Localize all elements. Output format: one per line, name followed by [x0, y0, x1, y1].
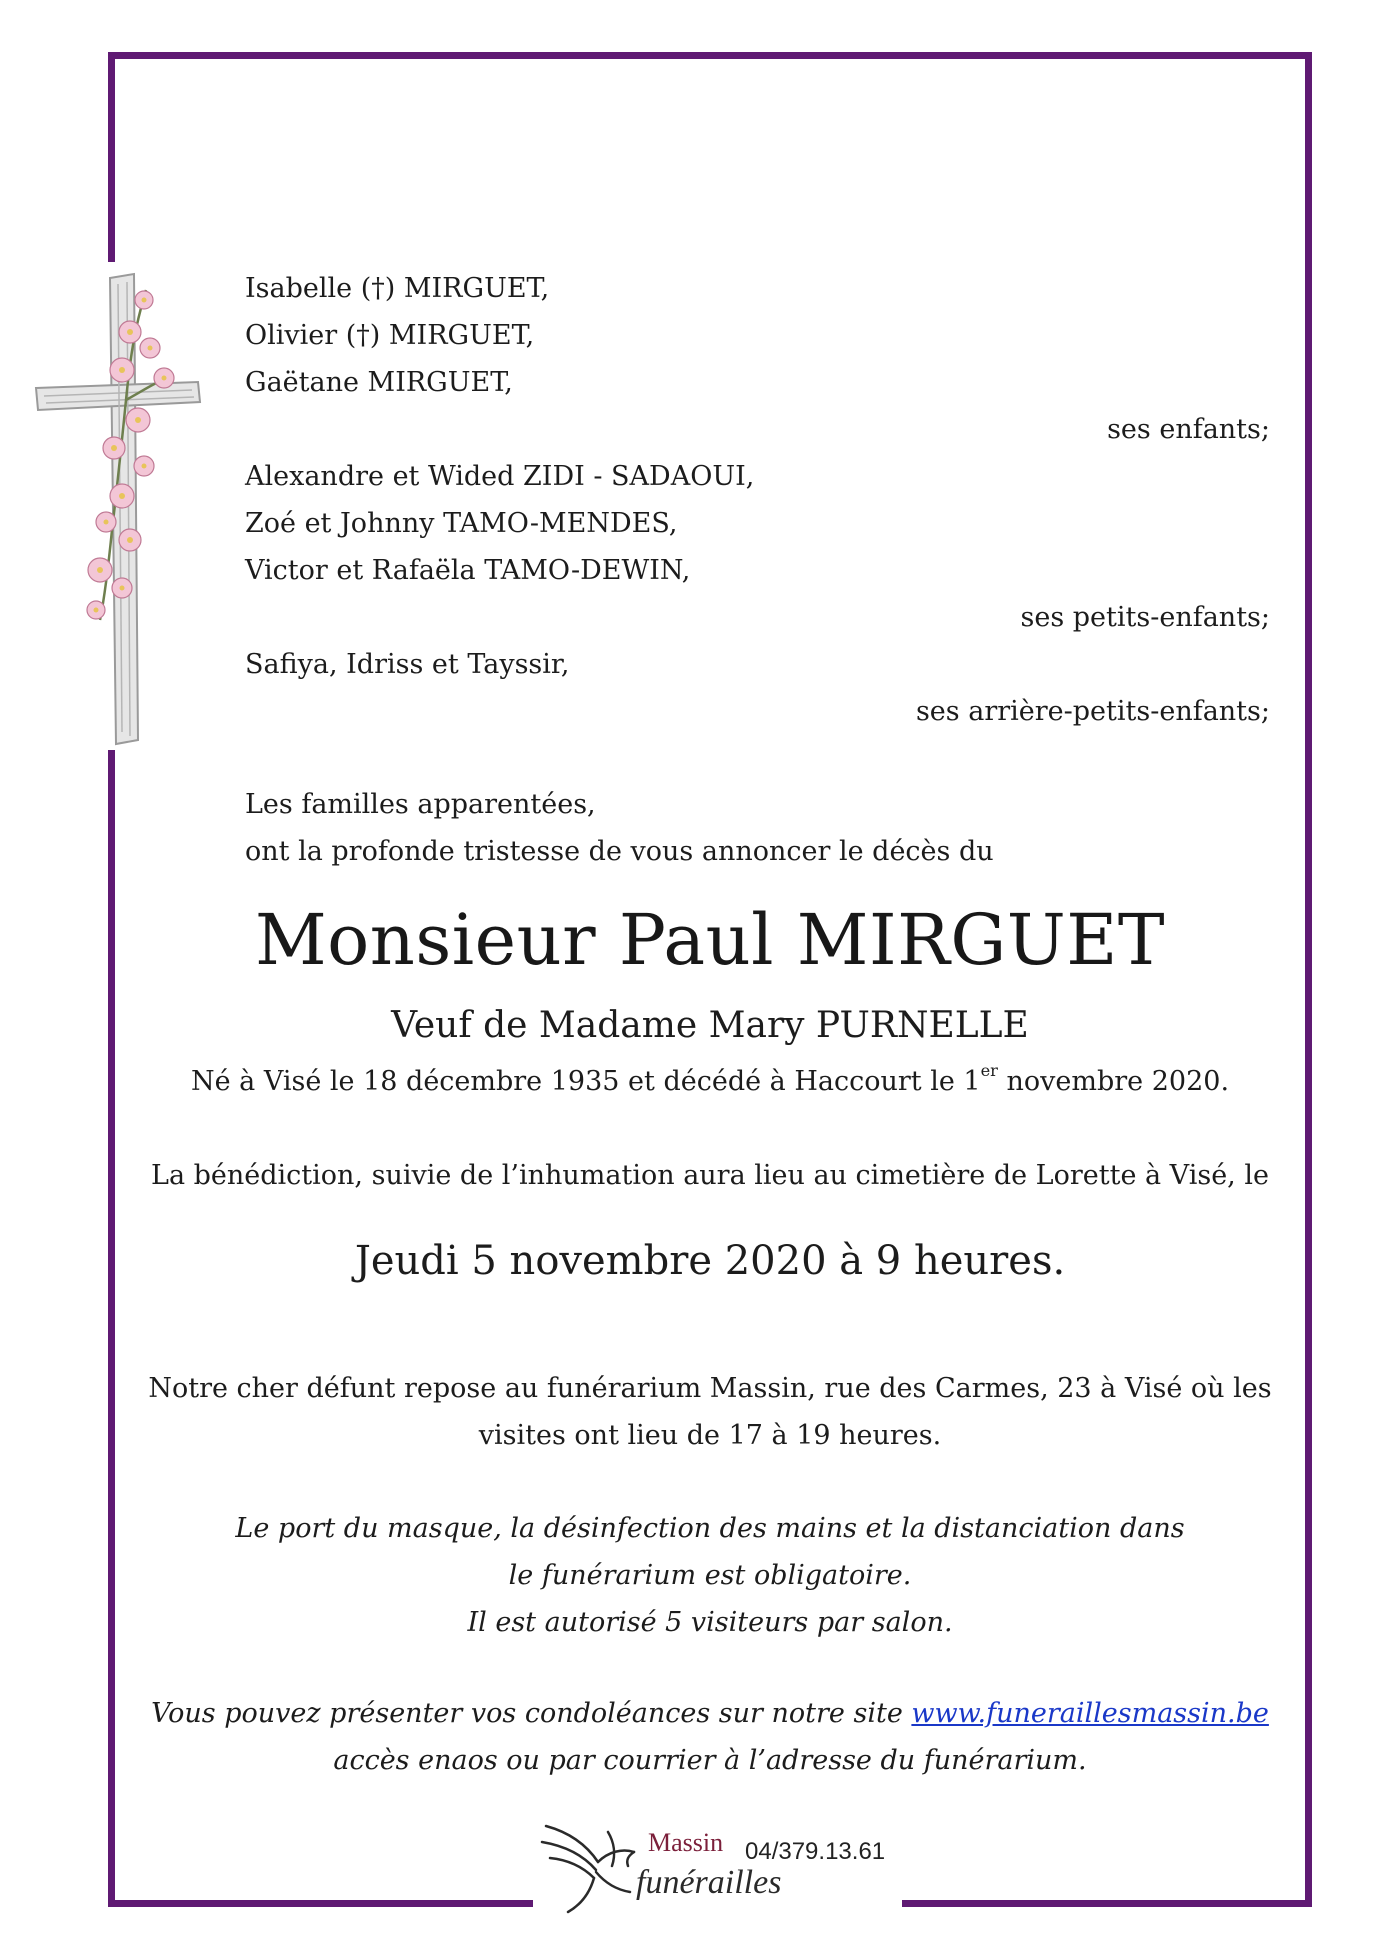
child-name: Olivier (†) MIRGUET,	[245, 320, 535, 351]
announcement-text: ont la profonde tristesse de vous annoncer le décès du	[245, 836, 994, 867]
ceremony-intro: La bénédiction, suivie de l’inhumation aura lieu au cimetière de Lorette à Visé, le	[151, 1160, 1269, 1191]
birth-death-dates	[115, 1062, 1305, 1102]
logo-funerailles-text: funérailles	[636, 1864, 782, 1901]
dates-superscript: er	[980, 1060, 998, 1080]
frame-left-border-lower	[108, 750, 115, 1907]
website-link[interactable]: www.funeraillesmassin.be	[911, 1698, 1269, 1729]
child-name: Gaëtane MIRGUET,	[245, 367, 513, 398]
ceremony-date: Jeudi 5 novembre 2020 à 9 heures.	[354, 1238, 1066, 1284]
widow-of-text: Veuf de Madame Mary PURNELLE	[391, 1005, 1029, 1046]
child-name: Isabelle (†) MIRGUET,	[245, 273, 550, 304]
visits-text-line1: Notre cher défunt repose au funérarium Massin, rue des Carmes, 23 à Visé où les	[148, 1373, 1272, 1404]
condolences-line2: accès enaos ou par courrier à l’adresse du funérarium.	[333, 1745, 1087, 1776]
cross-with-blossoms-icon	[26, 270, 216, 750]
dates-text-start: Né à Visé le 18 décembre 1935 et décédé à Haccourt le 1	[190, 1066, 981, 1097]
grandchild-name: Victor et Rafaëla TAMO-DEWIN,	[245, 555, 691, 586]
grandchildren-label: ses petits-enfants;	[1020, 602, 1270, 633]
covid-rules-line1: Le port du masque, la désinfection des mains et la distanciation dans	[235, 1513, 1185, 1544]
condolences-line1	[115, 1690, 1305, 1737]
condolences-text: Vous pouvez présenter vos condoléances sur notre site	[151, 1698, 912, 1729]
phone-number: 04/379.13.61	[745, 1838, 886, 1865]
dates-text-end: novembre 2020.	[997, 1066, 1230, 1097]
frame-bottom-border-left	[108, 1900, 533, 1907]
frame-top-border	[108, 52, 1312, 59]
covid-rules-line3: Il est autorisé 5 visiteurs par salon.	[467, 1607, 953, 1638]
logo-massin-text: Massin	[648, 1828, 724, 1857]
covid-rules-line2: le funérarium est obligatoire.	[508, 1560, 912, 1591]
grandchild-name: Zoé et Johnny TAMO-MENDES,	[245, 508, 678, 539]
frame-left-border-upper	[108, 52, 115, 262]
great-grandchild-name: Safiya, Idriss et Tayssir,	[245, 649, 570, 680]
deceased-name: Monsieur Paul MIRGUET	[254, 899, 1166, 981]
grandchild-name: Alexandre et Wided ZIDI - SADAOUI,	[245, 461, 755, 492]
visits-text-line2: visites ont lieu de 17 à 19 heures.	[478, 1420, 942, 1451]
frame-bottom-border-right	[902, 1900, 1312, 1907]
frame-right-border	[1305, 52, 1312, 1907]
related-families-text: Les familles apparentées,	[245, 789, 596, 820]
funeral-home-logo	[538, 1812, 898, 1922]
children-label: ses enfants;	[1107, 414, 1270, 445]
great-grandchildren-label: ses arrière-petits-enfants;	[915, 696, 1270, 727]
